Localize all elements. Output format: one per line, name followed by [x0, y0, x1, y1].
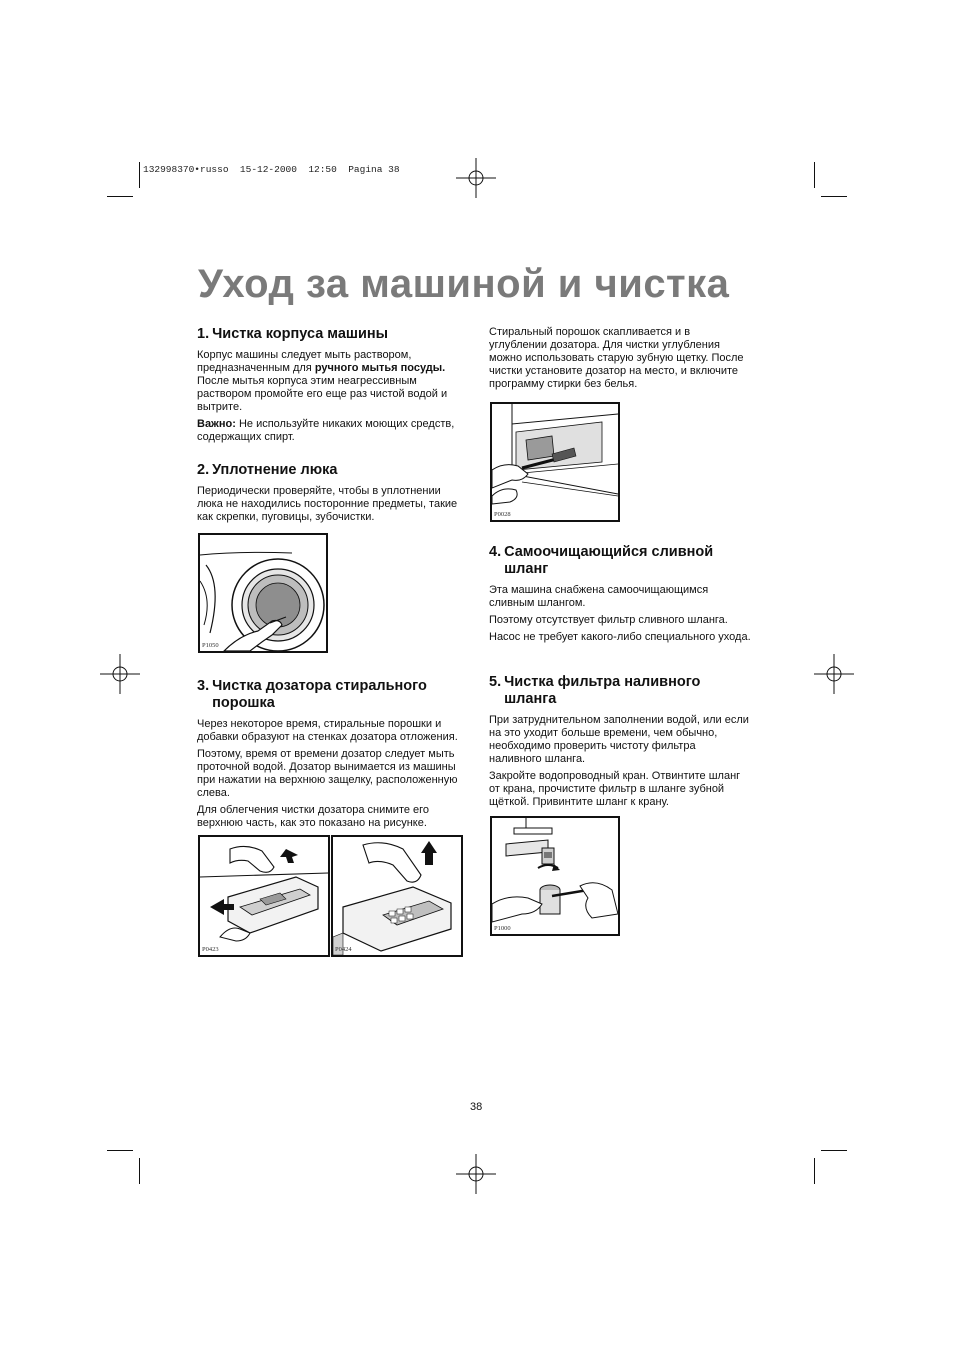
section-number: 3. — [197, 678, 210, 694]
registration-mark-right — [814, 654, 854, 694]
figure-label: P0424 — [335, 946, 352, 953]
section-3-continued — [489, 326, 751, 395]
section-5-heading — [489, 674, 751, 708]
section-title: Чистка дозатора стирального порошка — [212, 678, 427, 711]
section-4-heading — [489, 544, 751, 578]
section-5 — [489, 674, 751, 813]
figure-label: P0423 — [202, 946, 219, 953]
dispenser-recess-cleaning-illustration — [490, 402, 620, 522]
left-column — [197, 326, 465, 528]
section-3-paragraph-1: Через некоторое время, стиральные порошки и добавки образуют на стенках дозатора отложения. — [197, 718, 458, 743]
section-title: Самоочищающийся сливной шланг — [504, 544, 714, 577]
registration-mark-bottom — [456, 1154, 496, 1194]
section-4 — [489, 544, 751, 648]
page-title: Уход за машиной и чистка — [198, 262, 730, 306]
door-seal-illustration — [198, 533, 328, 653]
figure-label: P1050 — [202, 642, 219, 649]
page-number: 38 — [470, 1101, 483, 1113]
section-4-paragraph-1: Эта машина снабжена самоочищающимся сливным шлангом. — [489, 584, 709, 609]
section-3-paragraph-4: Стиральный порошок скапливается и в углублении дозатора. Для чистки углубления можно использовать старую зубную щетку. После чистки установите дозатор на место, и включите программу стирки без белья. — [489, 326, 744, 390]
section-5-paragraph-1: При затруднительном заполнении водой, или если на это уходит больше времени, чем обычно, необходимо проверить чистоту фильтра наливного шланга. — [489, 714, 749, 765]
section-4-paragraph-2: Поэтому отсутствует фильтр сливного шланга. — [489, 614, 728, 626]
figure-label: P1000 — [494, 925, 511, 932]
registration-mark-left — [100, 654, 140, 694]
section-2-paragraph-1: Периодически проверяйте, чтобы в уплотнении люка не находились посторонние предметы, такие как скрепки, пуговицы, зубочистки. — [197, 485, 458, 523]
section-number: 4. — [489, 544, 502, 560]
dispenser-removal-illustration — [198, 835, 330, 957]
figure-label: P0028 — [494, 511, 511, 518]
section-1-paragraph-1: Корпус машины следует мыть раствором, предназначенным для ручного мытья посуды. После мытья корпуса этим неагрессивным раствором промойте его еще раз чистой водой и вытрите. — [197, 349, 448, 413]
section-5-paragraph-2: Закройте водопроводный кран. Отвинтите шланг от крана, прочистите фильтр в шланге зубной щёткой. Привинтите шланг к крану. — [489, 770, 741, 808]
section-3-heading — [197, 678, 465, 712]
section-3-paragraph-3: Для облегчения чистки дозатора снимите его верхнюю часть, как это показано на рисунке. — [197, 804, 430, 829]
inlet-hose-filter-illustration — [490, 816, 620, 936]
section-title: Уплотнение люка — [212, 462, 338, 478]
print-slug: 132998370•russo 15-12-2000 12:50 Pagina 38 — [143, 164, 400, 175]
registration-mark-top — [456, 158, 496, 198]
section-number: 5. — [489, 674, 502, 690]
section-title: Чистка корпуса машины — [212, 326, 389, 342]
section-2-heading — [197, 462, 465, 479]
section-3 — [197, 678, 465, 834]
section-title: Чистка фильтра наливного шланга — [504, 674, 701, 707]
section-number: 2. — [197, 462, 210, 478]
section-1-paragraph-2: Важно: Не используйте никаких моющих средств, содержащих спирт. — [197, 418, 455, 443]
section-3-paragraph-2: Поэтому, время от времени дозатор следует мыть проточной водой. Дозатор вынимается из машины при нажатии на верхнюю защелку, расположенную слева. — [197, 748, 458, 799]
dispenser-top-removal-illustration — [331, 835, 463, 957]
section-number: 1. — [197, 326, 210, 342]
section-4-paragraph-3: Насос не требует какого-либо специального ухода. — [489, 631, 751, 643]
section-1-heading — [197, 326, 465, 343]
